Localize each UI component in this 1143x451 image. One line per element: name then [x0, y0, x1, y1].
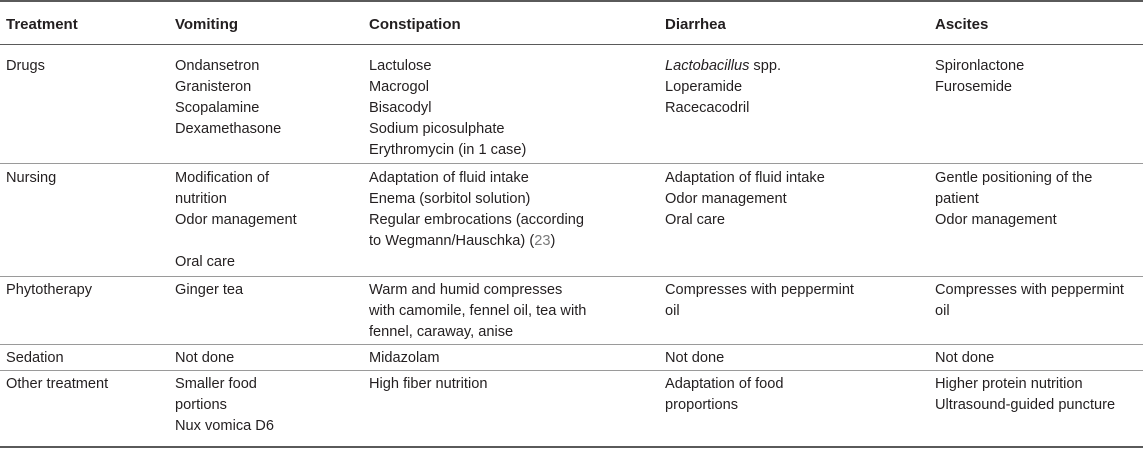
text-line: Higher protein nutrition — [935, 376, 1083, 392]
row-rule — [0, 370, 1143, 371]
row-label-nursing: Nursing — [6, 170, 57, 186]
cell-sedation-diarrhea: Not done — [665, 350, 725, 366]
text-line: fennel, caraway, anise — [369, 324, 514, 340]
cell-phyto-constipation — [369, 280, 586, 343]
reference-text: ) — [550, 233, 556, 249]
text-line: oil — [665, 303, 680, 319]
text-line: portions — [175, 397, 227, 413]
cell-drugs-diarrhea — [665, 56, 781, 119]
row-rule — [0, 344, 1143, 345]
text-line: Regular embrocations (according — [369, 212, 584, 228]
cell-other-vomiting — [175, 374, 274, 437]
text-line: Bisacodyl — [369, 100, 432, 116]
text-line: Compresses with peppermint — [935, 282, 1124, 298]
text-line: Modification of — [175, 170, 270, 186]
header-treatment: Treatment — [6, 16, 78, 33]
text-line: Enema (sorbitol solution) — [369, 191, 531, 207]
text-line: proportions — [665, 397, 739, 413]
text-line: Loperamide — [665, 79, 743, 95]
text-line: Adaptation of fluid intake — [665, 170, 825, 186]
text-line: Gentle positioning of the — [935, 170, 1093, 186]
row-rule — [0, 163, 1143, 164]
text-line: with camomile, fennel oil, tea with — [369, 303, 587, 319]
cell-sedation-vomiting: Not done — [175, 350, 235, 366]
header-ascites: Ascites — [935, 16, 989, 33]
text-line: Compresses with peppermint — [665, 282, 854, 298]
text-line: patient — [935, 191, 979, 207]
header-vomiting: Vomiting — [175, 16, 239, 33]
text-line: Nux vomica D6 — [175, 418, 274, 434]
text-line: Macrogol — [369, 79, 430, 95]
text-line: Adaptation of fluid intake — [369, 170, 529, 186]
text-line: Smaller food — [175, 376, 257, 392]
text-line: Ginger tea — [175, 282, 244, 298]
cell-phyto-ascites — [935, 280, 1124, 322]
text-line: Oral care — [665, 212, 726, 228]
cell-drugs-vomiting — [175, 56, 281, 140]
text-line: Adaptation of food — [665, 376, 784, 392]
row-label-other-treatment: Other treatment — [6, 376, 109, 392]
reference-text: to Wegmann/Hauschka) ( — [369, 233, 535, 249]
cell-sedation-ascites: Not done — [935, 350, 995, 366]
cell-nursing-diarrhea — [665, 168, 825, 231]
text-line: oil — [935, 303, 950, 319]
header-constipation: Constipation — [369, 16, 461, 33]
row-label-sedation: Sedation — [6, 350, 64, 366]
bottom-rule — [0, 446, 1143, 448]
blank-line — [175, 231, 297, 252]
text-line: Scopalamine — [175, 100, 260, 116]
row-label-phytotherapy: Phytotherapy — [6, 282, 92, 298]
text-line: Odor management — [935, 212, 1057, 228]
row-rule — [0, 276, 1143, 277]
text-line: Lactulose — [369, 58, 432, 74]
text-line: Ondansetron — [175, 58, 260, 74]
text-line: Warm and humid compresses — [369, 282, 563, 298]
text-line: Oral care — [175, 254, 236, 270]
cell-nursing-constipation — [369, 168, 584, 252]
header-rule — [0, 44, 1143, 45]
cell-other-diarrhea — [665, 374, 783, 416]
text-line: Erythromycin (in 1 case) — [369, 142, 527, 158]
cell-nursing-vomiting — [175, 168, 297, 273]
species-abbrev: spp. — [749, 58, 782, 74]
text-line: Sodium picosulphate — [369, 121, 505, 137]
cell-sedation-constipation: Midazolam — [369, 350, 440, 366]
text-line-with-reference — [369, 231, 584, 252]
text-line: Odor management — [665, 191, 787, 207]
reference-number[interactable]: 23 — [534, 233, 551, 249]
text-line: Racecacodril — [665, 100, 750, 116]
text-line: nutrition — [175, 191, 227, 207]
genus-name: Lactobacillus — [665, 58, 750, 74]
text-line: Ultrasound-guided puncture — [935, 397, 1116, 413]
text-line: Spironlactone — [935, 58, 1025, 74]
text-line: Granisteron — [175, 79, 252, 95]
cell-other-constipation — [369, 374, 487, 395]
cell-other-ascites — [935, 374, 1115, 416]
header-diarrhea: Diarrhea — [665, 16, 726, 33]
cell-drugs-ascites — [935, 56, 1024, 98]
top-rule — [0, 0, 1143, 2]
text-line: High fiber nutrition — [369, 376, 488, 392]
cell-phyto-diarrhea — [665, 280, 854, 322]
text-line: Furosemide — [935, 79, 1013, 95]
cell-nursing-ascites — [935, 168, 1092, 231]
text-line: Dexamethasone — [175, 121, 282, 137]
row-label-drugs: Drugs — [6, 58, 45, 74]
cell-drugs-constipation — [369, 56, 526, 161]
text-line-italic-genus — [665, 56, 781, 77]
cell-phyto-vomiting — [175, 280, 243, 301]
text-line: Odor management — [175, 212, 297, 228]
